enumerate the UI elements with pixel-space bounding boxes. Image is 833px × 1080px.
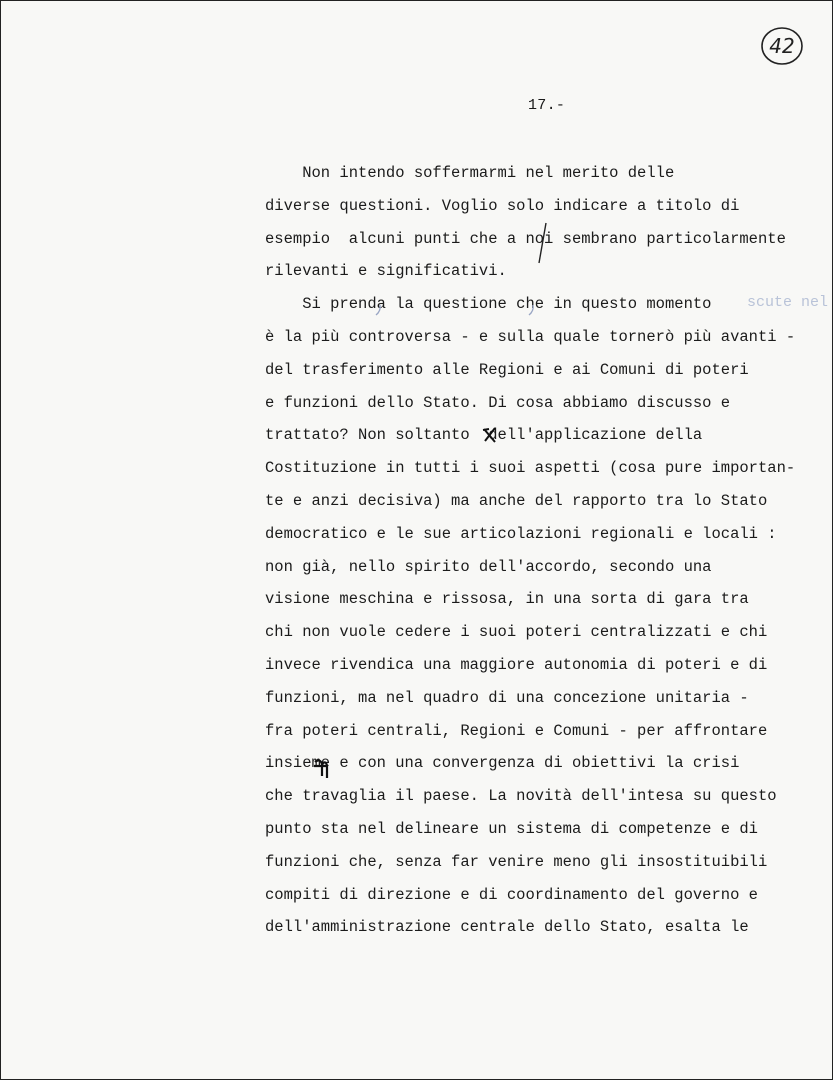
text-line: esempio alcuni punti che a noi sembrano particolarmente: [265, 229, 786, 248]
handwritten-slash-icon: [535, 221, 549, 265]
text-line: e funzioni dello Stato. Di cosa abbiamo discusso e: [265, 393, 731, 412]
handwritten-cross-icon: [481, 425, 499, 445]
text-line: fra poteri centrali, Regioni e Comuni - per affrontare: [265, 721, 768, 740]
text-line: Costituzione in tutti i suoi aspetti (cosa pure importan-: [265, 459, 796, 478]
text-line: te e anzi decisiva) ma anche del rapporto tra lo Stato: [265, 491, 768, 510]
text-line: non già, nello spirito dell'accordo, secondo una: [265, 557, 712, 576]
text-line: invece rivendica una maggiore autonomia di poteri e di: [265, 655, 768, 674]
text-line: diverse questioni. Voglio solo indicare a titolo di: [265, 196, 740, 215]
text-line: Non intendo soffermarmi nel merito delle: [265, 164, 675, 182]
text-line: dell'amministrazione centrale dello Stato, esalta le: [265, 918, 749, 937]
text-line: del trasferimento alle Regioni e ai Comuni di poteri: [265, 360, 749, 379]
circled-number-icon: [759, 25, 805, 67]
text-line: democratico e le sue articolazioni regionali e locali :: [265, 524, 777, 543]
text-line: punto sta nel delineare un sistema di competenze e di: [265, 819, 758, 838]
text-line: rilevanti e significativi.: [265, 262, 507, 281]
text-line: Si prenda la questione che in questo momento: [265, 295, 712, 314]
text-line: funzioni che, senza far venire meno gli insostituibili: [265, 852, 768, 871]
handwritten-correction-icon: [312, 756, 330, 780]
text-line: chi non vuole cedere i suoi poteri centralizzati e chi: [265, 623, 768, 642]
text-line: insieme e con una convergenza di obiettivi la crisi: [265, 754, 740, 773]
body-text: [265, 157, 810, 944]
archive-number-stamp: [759, 25, 805, 67]
bleed-through-text: scute nel: [747, 294, 829, 311]
handwritten-comma-icon: [528, 303, 536, 317]
text-line: compiti di direzione e di coordinamento del governo e: [265, 885, 758, 904]
text-line: funzioni, ma nel quadro di una concezione unitaria -: [265, 688, 749, 707]
text-line: è la più controversa - e sulla quale tornerò più avanti -: [265, 327, 796, 346]
text-line: visione meschina e rissosa, in una sorta di gara tra: [265, 590, 749, 609]
text-line: che travaglia il paese. La novità dell'intesa su questo: [265, 787, 777, 806]
svg-text:42: 42: [769, 34, 795, 58]
handwritten-comma-icon: [375, 303, 383, 317]
text-line: trattato? Non soltanto dell'applicazione della: [265, 426, 703, 445]
page-number: 17.-: [528, 97, 566, 114]
